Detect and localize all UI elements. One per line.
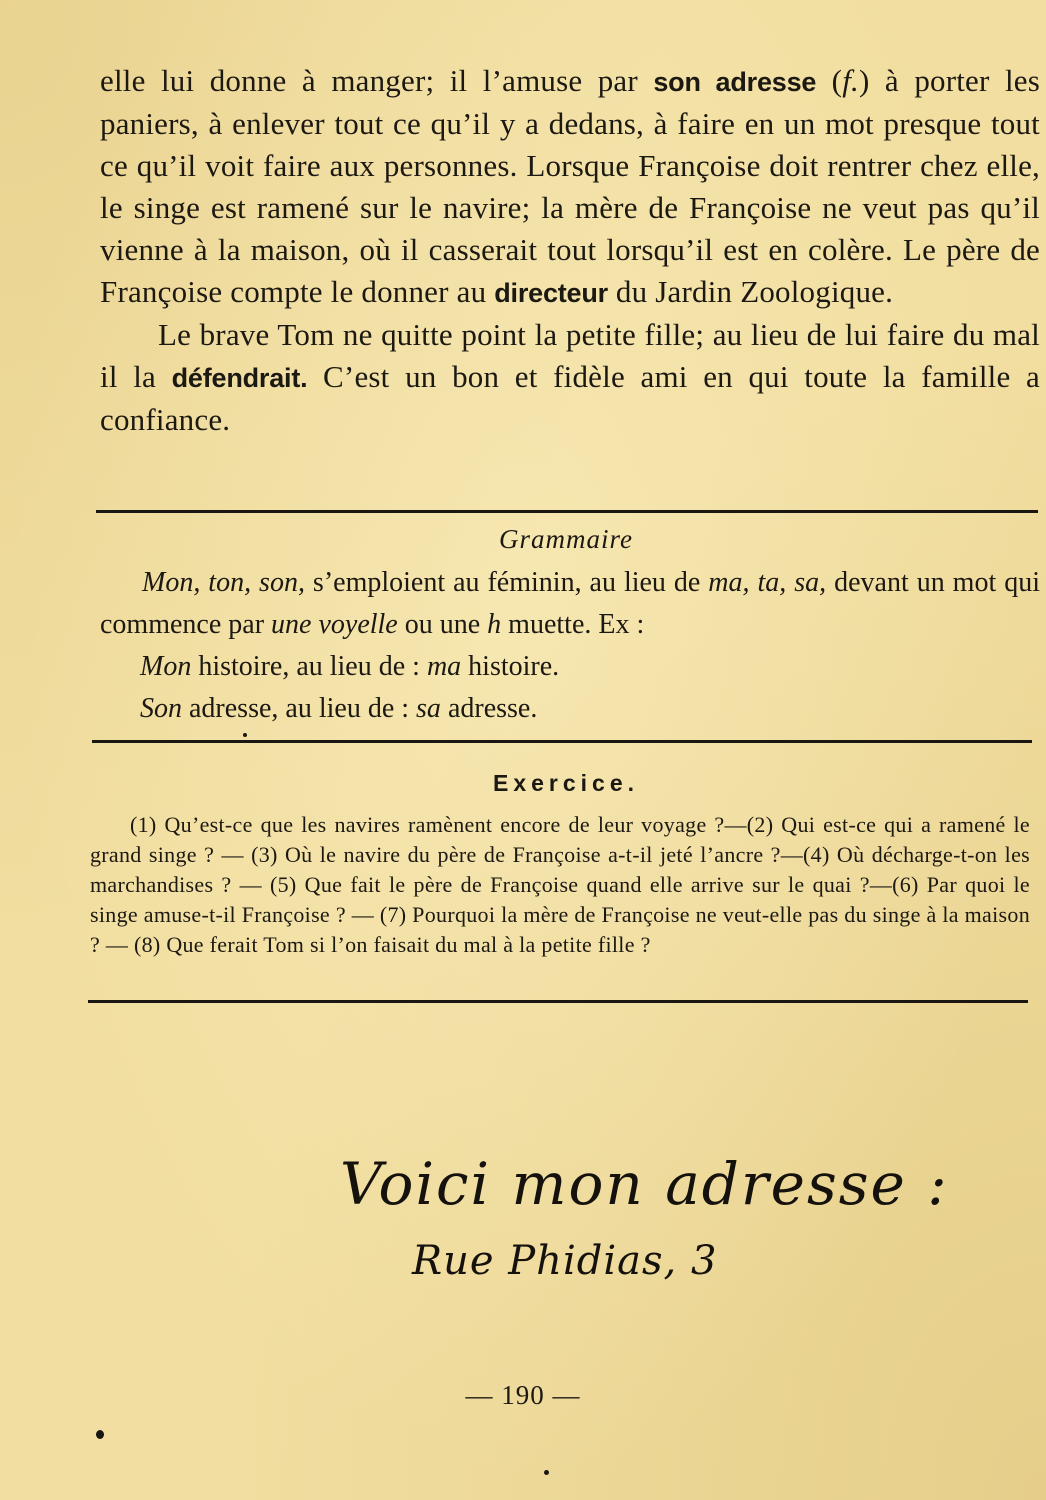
grammar-term: ma <box>426 651 462 682</box>
grammar-term: h <box>487 609 502 640</box>
grammar-text: adresse, au lieu de : <box>182 693 417 724</box>
vocabulary-word: défendrait. <box>171 363 308 393</box>
divider-rule <box>92 740 1032 743</box>
passage-text: elle lui donne à manger; il l’amuse par <box>100 63 654 98</box>
ink-speck <box>243 733 247 737</box>
gender-abbreviation: f. <box>842 63 859 98</box>
grammar-text: devant un mot qui commence par <box>100 567 1040 640</box>
grammar-example-2 <box>100 688 1040 730</box>
grammar-term: Mon <box>140 651 192 682</box>
grammar-text: ou une <box>397 609 488 640</box>
grammar-term: Son <box>140 693 182 724</box>
passage-text: ) à porter les paniers, à enlever tout ce qu’il y a dedans, à faire en un mot presque tout ce qu’il voit faire aux personnes. Lorsque Françoise doit rentrer chez elle, le singe est ramené sur le navire; la mère de Françoise ne veut pas qu’il vienne à la maison, où il casserait tout lorsqu’il est en colère. Le père de Françoise compte le donner au <box>100 63 1041 309</box>
passage-text: ( <box>816 63 843 98</box>
vocabulary-word: directeur <box>494 278 608 308</box>
handwritten-heading: Voici mon adresse : <box>340 1150 949 1218</box>
grammar-term: sa <box>416 693 441 724</box>
divider-rule <box>96 510 1038 513</box>
exercise-section <box>90 810 1030 960</box>
handwritten-address: Rue Phidias, 3 <box>412 1238 718 1284</box>
passage-text: du Jardin Zoologique. <box>607 274 894 309</box>
divider-rule <box>88 1000 1028 1003</box>
grammar-text: muette. Ex : <box>501 609 645 640</box>
grammar-text: histoire, au lieu de : <box>191 651 427 682</box>
passage-paragraph-1 <box>100 60 1040 314</box>
ink-speck <box>96 1430 104 1439</box>
ink-speck <box>544 1470 549 1475</box>
grammar-section <box>100 562 1040 730</box>
grammar-term: Mon, ton, son, <box>142 567 305 598</box>
passage-text: Le brave Tom ne quitte point la petite fille; au lieu de lui faire du mal il la <box>100 317 1040 394</box>
exercise-heading: Exercice. <box>492 770 640 796</box>
grammar-text: adresse. <box>440 693 538 724</box>
grammar-term: une voyelle <box>271 609 398 640</box>
grammar-term: ma, ta, sa, <box>708 567 827 598</box>
reading-passage <box>100 60 1040 441</box>
vocabulary-word: son adresse <box>653 67 817 97</box>
passage-text: C’est un bon et fidèle ami en qui toute la famille a confiance. <box>100 359 1040 437</box>
grammar-example-1 <box>100 646 1040 688</box>
passage-paragraph-2 <box>100 314 1040 441</box>
grammar-text: s’emploient au féminin, au lieu de <box>304 567 709 598</box>
grammar-heading: Grammaire <box>499 524 633 554</box>
exercise-questions: (1) Qu’est-ce que les navires ramènent encore de leur voyage ?—(2) Qui est-ce qui a ramené le grand singe ? — (3) Où le navire du père de Françoise a-t-il jeté l’ancre ?—(4) Où décharge-t-on les marchandises ? — (5) Que fait le père de Françoise quand elle arrive sur le quai ?—(6) Par quoi le singe amuse-t-il Françoise ? — (7) Pourquoi la mère de Françoise ne veut-elle pas du singe à la maison ? — (8) Que ferait Tom si l’on faisait du mal à la petite fille ? <box>90 812 1030 957</box>
page-number: — 190 — <box>465 1380 581 1410</box>
grammar-rule <box>100 562 1040 646</box>
grammar-text: histoire. <box>461 651 560 682</box>
